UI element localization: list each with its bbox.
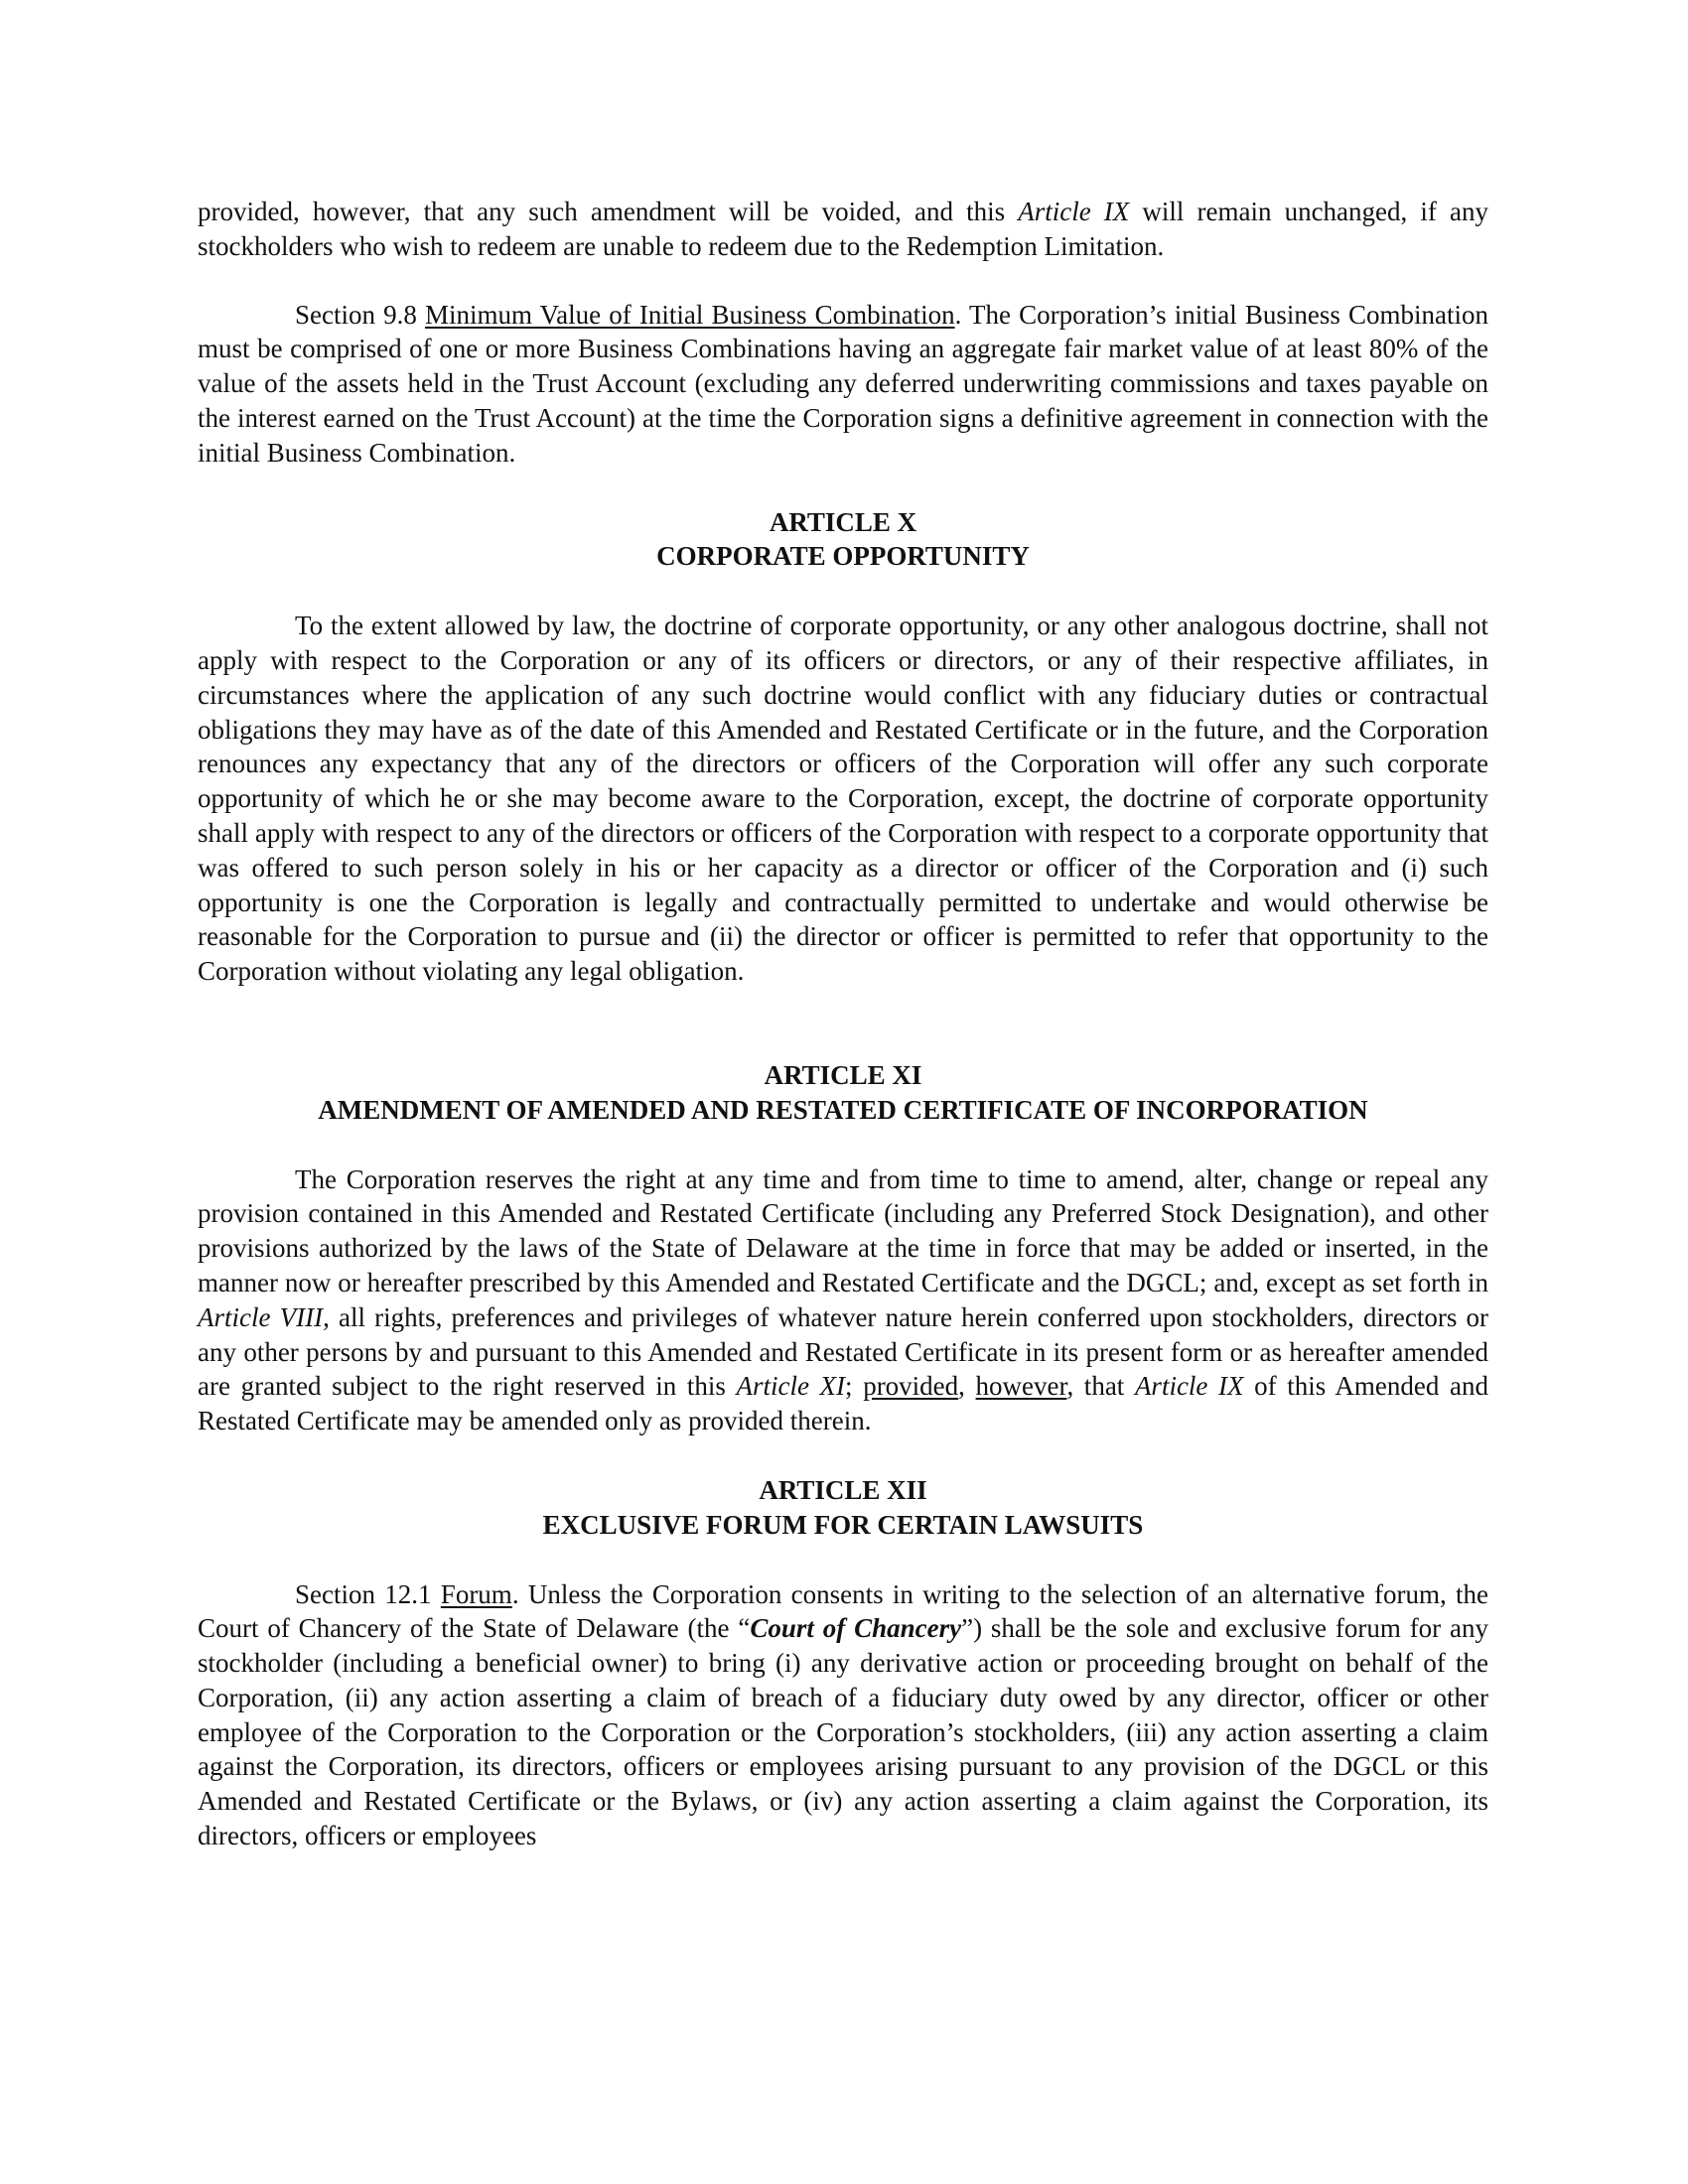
document-page bbox=[198, 195, 1488, 1853]
section-title: Minimum Value of Initial Business Combination bbox=[425, 299, 955, 330]
article-reference: Article IX bbox=[1018, 197, 1130, 226]
section-title: Forum bbox=[440, 1578, 512, 1609]
paragraph-article-ix-proviso: provided, however, that any such amendment will be voided, and this Article IX will remain unchanged, if any stockholders who wish to redeem are unable to redeem due to the Redemption Limitation. bbox=[198, 197, 1488, 261]
article-x-body: To the extent allowed by law, the doctrine of corporate opportunity, or any other analogous doctrine, shall not apply with respect to the Corporation or any of its officers or directors, or any of their respective affiliates, in circumstances where the application of any such doctrine would conflict with any fiduciary duties or contractual obligations they may have as of the date of this Amended and Restated Certificate or in the future, and the Corporation renounces any expectancy that any of the directors or officers of the Corporation will offer any such corporate opportunity of which he or she may become aware to the Corporation, except, the doctrine of corporate opportunity shall apply with respect to any of the directors or officers of the Corporation with respect to a corporate opportunity that was offered to such person solely in his or her capacity as a director or officer of the Corporation and (i) such opportunity is one the Corporation is legally and contractually permitted to undertake and would otherwise be reasonable for the Corporation to pursue and (ii) the director or officer is permitted to refer that opportunity to the Corporation without violating any legal obligation. bbox=[198, 611, 1488, 987]
article-xii-heading bbox=[198, 1473, 1488, 1543]
article-title: AMENDMENT OF AMENDED AND RESTATED CERTIFICATE OF INCORPORATION bbox=[318, 1094, 1368, 1125]
section-12-1-paragraph: Section 12.1 Forum. Unless the Corporation consents in writing to the selection of an alternative forum, the Court of Chancery of the State of Delaware (the “Court of Chancery”) shall be the sole and exclusive forum for any stockholder (including a beneficial owner) to bring (i) any derivative action or proceeding brought on behalf of the Corporation, (ii) any action asserting a claim of breach of a fiduciary duty owed by any director, officer or other employee of the Corporation to the Corporation or the Corporation’s stockholders, (iii) any action asserting a claim against the Corporation, its directors, officers or employees arising pursuant to any provision of the DGCL or this Amended and Restated Certificate or the Bylaws, or (iv) any action asserting a claim against the Corporation, its directors, officers or employees bbox=[198, 1578, 1489, 1851]
article-reference: Article XI bbox=[736, 1371, 846, 1402]
article-xi-heading bbox=[198, 1058, 1488, 1128]
article-xi-body: The Corporation reserves the right at any time and from time to time to amend, alter, change or repeal any provision contained in this Amended and Restated Certificate (including any Preferred Stock Designation), and other provisions authorized by the laws of the State of Delaware at the time in force that may be added or inserted, in the manner now or hereafter prescribed by this Amended and Restated Certificate and the DGCL; and, except as set forth in Article VIII, all rights, preferences and privileges of whatever nature herein conferred upon stockholders, directors or any other persons by and pursuant to this Amended and Restated Certificate in its present form or as hereafter amended are granted subject to the right reserved in this Article XI; provided, however, that Article IX of this Amended and Restated Certificate may be amended only as provided therein. bbox=[198, 1163, 1488, 1436]
article-title: EXCLUSIVE FORUM FOR CERTAIN LAWSUITS bbox=[542, 1509, 1144, 1540]
article-label: ARTICLE XI bbox=[764, 1059, 922, 1090]
article-title: CORPORATE OPPORTUNITY bbox=[656, 541, 1030, 572]
section-number: Section 12.1 bbox=[295, 1578, 441, 1609]
provided-term: provided bbox=[863, 1371, 959, 1402]
article-label: ARTICLE X bbox=[769, 506, 917, 537]
article-reference: Article IX bbox=[1134, 1371, 1244, 1402]
however-term: however bbox=[975, 1371, 1067, 1402]
section-number: Section 9.8 bbox=[295, 299, 425, 330]
defined-term: Court of Chancery bbox=[750, 1613, 962, 1644]
article-reference: Article VIII bbox=[198, 1301, 324, 1332]
article-x-heading bbox=[198, 505, 1488, 575]
section-9-8-paragraph: Section 9.8 Minimum Value of Initial Business Combination. The Corporation’s initial Business Combination must be comprised of one or more Business Combinations having an aggregate fair market value of at least 80% of the value of the assets held in the Trust Account (excluding any deferred underwriting commissions and taxes payable on the interest earned on the Trust Account) at the time the Corporation signs a definitive agreement in connection with the initial Business Combination. bbox=[198, 299, 1488, 468]
article-label: ARTICLE XII bbox=[759, 1474, 927, 1505]
